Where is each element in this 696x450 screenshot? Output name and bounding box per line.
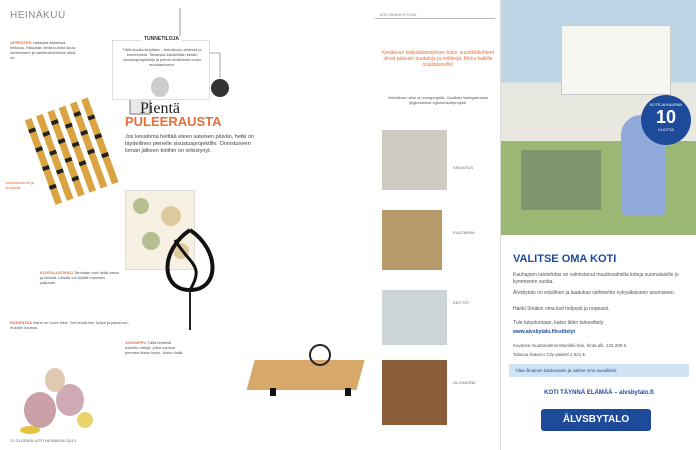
photo-caption: PUUTARHA bbox=[453, 230, 475, 235]
house-image bbox=[561, 25, 671, 95]
vases-image bbox=[15, 355, 115, 435]
hashtag-label: #GLORIANKOTIUNI bbox=[380, 12, 417, 17]
badge-bottom-text: VUOTTA bbox=[658, 127, 674, 132]
block-lead: RAKENTAA bbox=[10, 320, 33, 325]
family-image bbox=[521, 150, 601, 210]
anniversary-badge bbox=[641, 95, 691, 145]
brushes-image bbox=[30, 105, 120, 195]
wood-base-image bbox=[260, 340, 380, 400]
ad-price-2: Talossa lisäarvo City-paketti 2 821 €. bbox=[513, 352, 587, 357]
block-lead: JOKISIPPU bbox=[125, 340, 147, 345]
block-lead: KUVIOLAATIKKO bbox=[40, 270, 74, 275]
ad-body-2: Älvsbytalo on edullinen ja laadukas vaihtoehto nykyaikaiseen asumiseen. bbox=[513, 290, 676, 296]
block-body: vaikkaita liikkeissa heikkaa. Haluaisin tiedä kuinka kuusi kohteeseen ja kaihtimiinihimina tämä on. bbox=[10, 40, 76, 60]
headline-line2: PULEERAUSTA bbox=[125, 114, 222, 129]
photo-caption: KEITTIÖ bbox=[453, 300, 469, 305]
badge-top-text: KOTEJA KAUPAN bbox=[649, 102, 683, 107]
ad-price-1: Kuvassa muuttovalmis Mainikki-talo, hinta alk. 125 200 €. bbox=[513, 343, 628, 348]
ad-cta-bar[interactable]: Tilaa ilmainen talokuvasto ja valitse oma suosikkisi: bbox=[509, 364, 689, 377]
page-footer: 12 GLORIAN KOTI HEINÄKUU 2013 bbox=[10, 438, 76, 443]
block-body: Tällä hetkellä kokeilin värejä, jotka sopivat pieneen tilaan hyvin. Katso lisää. bbox=[125, 340, 184, 355]
brush-label: Maalausideat ja tuotteita bbox=[6, 180, 35, 190]
text-block-4 bbox=[125, 340, 185, 355]
divider bbox=[375, 18, 495, 19]
column-box-title: TUNNETILOJA bbox=[141, 36, 182, 42]
ad-headline: VALITSE OMA KOTI bbox=[513, 253, 617, 265]
ad-body-3: Hanki Sinäkin oma koti helposti ja nopeasti. bbox=[513, 306, 610, 312]
photo-living-room bbox=[382, 130, 447, 190]
middle-page bbox=[250, 0, 500, 450]
ad-body-1: Kauhajoen talotehdas on valmistanut muuttovalmiita koteja suomalaisille jo kymmenen vuotta. bbox=[513, 272, 679, 285]
brand-logo[interactable]: ÄLVSBYTALO bbox=[541, 409, 651, 431]
advertisement[interactable] bbox=[500, 0, 696, 450]
text-block-2 bbox=[40, 270, 120, 285]
ad-body-4: Tule tutustumaan, katso lähin taloesittely: bbox=[513, 320, 605, 326]
left-page bbox=[0, 0, 255, 450]
author-avatar bbox=[151, 77, 169, 97]
block-lead: AFRESTEN bbox=[10, 40, 32, 45]
photo-wood-room bbox=[382, 360, 447, 425]
photo-caption: OLOHUONE bbox=[453, 380, 476, 385]
mid-body: Heinäkuun aihe on lomaprojekti. Osallistu Instagramissa @gloriankoti #gloriankotiprojekti. bbox=[388, 95, 488, 105]
headline-line1: Pientä bbox=[140, 100, 180, 117]
photo-caption: SISUSTUS bbox=[453, 165, 474, 170]
badge-number: 10 bbox=[655, 107, 677, 127]
photo-bedroom bbox=[382, 290, 447, 345]
column-box bbox=[112, 36, 210, 100]
block-body: esine on tuore idea. Voit tehdä itse hyllyn ja jakaa sen muiden kanssa. bbox=[10, 320, 129, 330]
headline-intro: Jos kesaloma heittää eteen sateisen päivän, hetki on täydellinen pienelle sisustusprojektille. Onnistuneen loman jälkeen kotihin on virkistynyt. bbox=[125, 134, 255, 154]
ad-url[interactable]: www.alvsbytalo.fi/esittelyt bbox=[513, 329, 576, 335]
column-box-text: Tällä sivulla kirjoittaa... heinäkuun aiheista ja tunnelmista. Tekstissä käsitellään kesän sisustusprojekteja ja pieniä oivalluksia kodin muuttamiseen. bbox=[122, 47, 202, 67]
ad-slogan: KOTI TÄYNNÄ ELÄMÄÄ – alvsbytalo.fi bbox=[544, 390, 654, 396]
photo-yellow-sofa bbox=[382, 210, 442, 270]
pendant-image bbox=[150, 230, 230, 340]
pink-intro: Kesäkuun lukijaäänestyksen tulos: suosikkikohteet olivat pääosin puutaloja ja mökkejä. Kiitos kaikille osallistuneille! bbox=[381, 50, 494, 68]
block-body: Tarvitaan vain lisää valoa ja ilmettä. Ideoita voi löytää monesta paikasta. bbox=[40, 270, 119, 285]
section-title: HEINÄKUU bbox=[10, 10, 66, 21]
intro-column bbox=[10, 40, 80, 60]
text-block-3 bbox=[10, 320, 130, 330]
